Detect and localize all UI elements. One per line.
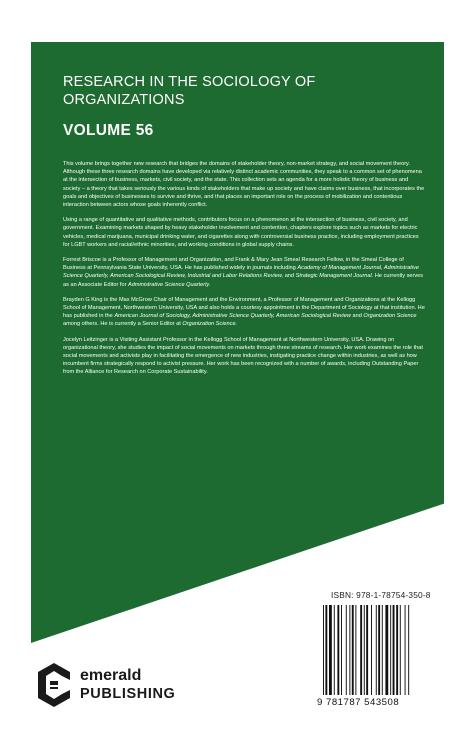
barcode-bar [385,605,388,695]
barcode-bar [329,605,332,695]
barcode-bar [334,605,335,695]
emerald-logo-icon [36,662,72,708]
barcode-bar [382,605,383,695]
barcode-bar [376,605,377,695]
barcode-bar [349,605,350,695]
barcode-bar [405,605,406,695]
volume-number: VOLUME 56 [63,122,154,139]
barcode-bar [346,605,347,695]
bio-king: Brayden G King is the Max McGrow Chair of Management and the Environment, a Professor of Management and Organizations at the Kellogg School of Management, Northwestern University, USA and also holds a courtesy appointment in the Department of Sociology at that institution. He has published in the American Journal of Sociology, Administrative Science Quarterly, American Sociological Review and Organization Science among others. He is currently a Senior Editor at Organization Science. [63,296,425,328]
barcode-bar [341,605,342,695]
barcode-bar [323,605,324,695]
barcode-bar [408,605,409,695]
bio-briscoe: Forrest Briscoe is a Professor of Management and Organization, and Frank & Mary Jean Smeal Research Fellow, in the Smeal College of Business at Pennsylvania State University, USA. He has published widely in journals including Academy of Management Journal, Administrative Science Quarterly, American Sociological Review, Industrial and Labor Relations Review, and Strategic Management Journal. He currently serves as an Associate Editor for Administrative Science Quarterly. [63,257,424,288]
barcode-bar [352,605,354,695]
barcode-bar [371,605,372,695]
series-title: RESEARCH IN THE SOCIOLOGY OF ORGANIZATIONS [63,74,316,108]
barcode-bar [390,605,391,695]
blurb-paragraph-2: Using a range of quantitative and qualitative methods, contributors focus on a phenomenon at the intersection of business, civil society, and government. Examining markets shaped by heavy stakeholder involvement and contention, chapters explore topics such as markets for electric vehicles, medical marijuana, municipal drinking water, and cigarettes along with controversial business practice, including employment practices for LGBT workers and racial/ethnic minorities, and working conditions in global supply chains. [63,217,419,248]
blurb-text [63,160,425,384]
barcode-bar [364,605,365,695]
barcode-bar [355,605,356,695]
bio-leitzinger: Jocelyn Leitzinger is a Visiting Assistant Professor in the Kellogg School of Management at Northwestern University, USA. Drawing on organizational theory, she studies the impact of social movements on markets through three streams of research. Her work examines the role that social movements and activists play in facilitating the emergence of new industries, instigating practice change within industries, as well as how incumbent firms strategically respond to activist pressure. Her work has been recognized with a number of awards, including Outstanding Paper from the Alliance for Research on Corporate Sustainability. [63,336,423,376]
barcode-bar [396,605,398,695]
barcode-number: 9 781787 543508 [317,697,400,708]
publisher-name: emerald [80,667,142,684]
barcode-bar [325,605,327,695]
barcode [320,603,438,699]
publisher-subtitle: PUBLISHING [80,686,176,702]
barcode-bar [360,605,362,695]
barcode-bar [366,605,368,695]
barcode-bar [400,605,401,695]
barcode-bar [378,605,380,695]
barcode-bar [337,605,339,695]
barcode-bar [393,605,395,695]
blurb-paragraph-1: This volume brings together new research that bridges the domains of stakeholder theory, non-market strategy, and social movement theory. Although these three research domains have developed via relatively distinct academic communities, they speak to a common set of phenomena at the intersection of business, markets, civil society, and the state. This collection sets an agenda for a more holistic theory of business and society – a theory that takes seriously the various kinds of stakeholders that make up society and have claims over business, that incorporates the goals and objectives of businesses to survive and thrive, and that places an important role on the process of mobilization and contentious interaction between actors whose goals inherently conflict. [63,161,425,209]
isbn-label: ISBN: 978-1-78754-350-8 [331,590,431,600]
